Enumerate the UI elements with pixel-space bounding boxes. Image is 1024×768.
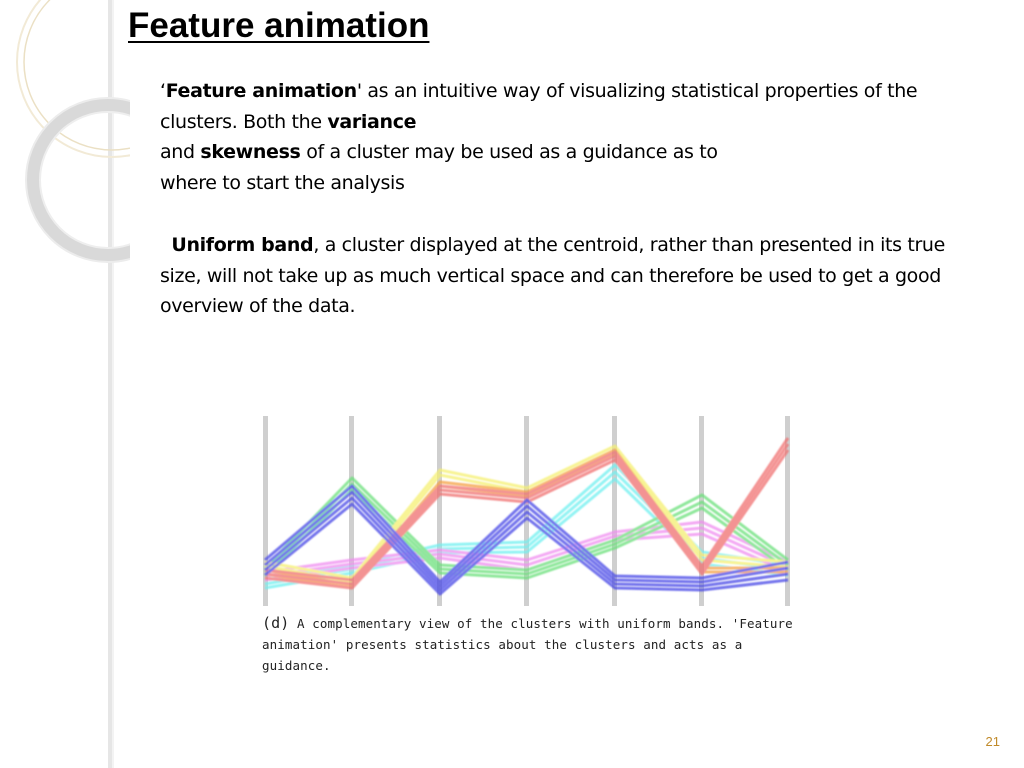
page-number: 21 xyxy=(985,734,1000,749)
term-skewness: skewness xyxy=(200,141,301,163)
caption-label: (d) xyxy=(262,614,290,632)
page-title: Feature animation xyxy=(128,6,430,45)
term-variance: variance xyxy=(327,110,417,133)
term-feature-animation: Feature animation xyxy=(165,80,357,102)
caption-text: A complementary view of the clusters with uniform bands. 'Feature animation' presents statistics about the clusters and acts as a guidance. xyxy=(262,616,793,673)
para1-text3: of a cluster may be used as a guidance as to xyxy=(300,141,718,163)
para1-text4: where to start the analysis xyxy=(160,171,405,194)
para1-text2: and xyxy=(160,141,201,163)
paragraph-uniform-band xyxy=(160,230,950,322)
para1-text1: ' as an intuitive way of visualizing statistical properties of the clusters. Both the xyxy=(160,80,918,133)
decorative-rings xyxy=(0,0,130,768)
paragraph-feature-animation xyxy=(160,76,950,198)
figure-caption xyxy=(262,613,802,676)
para2-text: , a cluster displayed at the centroid, rather than presented in its true size, will not take up as much vertical space and can therefore be used to get a good overview of the data. xyxy=(160,234,945,317)
open-quote: ‘ xyxy=(160,80,166,102)
term-uniform-band: Uniform band xyxy=(171,234,314,256)
